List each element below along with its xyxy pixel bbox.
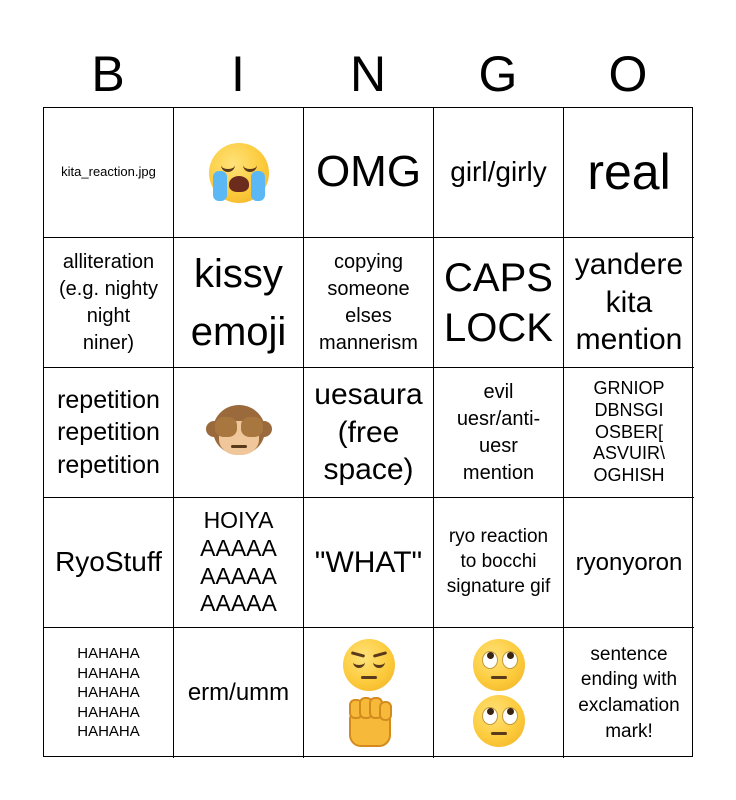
bingo-cell-n3[interactable]: uesaura (free space): [304, 368, 434, 498]
header-letter-o: O: [608, 46, 648, 102]
bingo-header: [43, 40, 693, 108]
bingo-cell-o5[interactable]: sentence ending with exclamation mark!: [578, 643, 680, 742]
header-letter-n: N: [349, 46, 387, 102]
raised-fist-icon: [345, 695, 393, 747]
bingo-cell-g5[interactable]: [434, 628, 564, 758]
bingo-cell-o2[interactable]: yandere kita mention: [564, 238, 694, 368]
face-with-rolling-eyes-icon: [473, 695, 525, 747]
bingo-cell-b5[interactable]: HAHAHA HAHAHA HAHAHA HAHAHA HAHAHA: [44, 628, 174, 758]
header-letter-g: G: [478, 46, 518, 102]
bingo-cell-n5[interactable]: [304, 628, 434, 758]
bingo-cell-g4[interactable]: ryo reaction to bocchi signature gif: [434, 498, 564, 628]
header-letter-i: I: [231, 46, 245, 102]
bingo-cell-i4[interactable]: HOIYA AAAAA AAAAA AAAAA: [174, 498, 304, 628]
bingo-board: [43, 107, 693, 757]
bingo-cell-i2[interactable]: kissy emoji: [174, 238, 304, 368]
bingo-cell-n1[interactable]: OMG: [304, 108, 434, 238]
bingo-cell-g1[interactable]: girl/girly: [434, 108, 564, 238]
bingo-cell-o3[interactable]: GRNIOP DBNSGI OSBER[ ASVUIR\ OGHISH: [564, 368, 694, 498]
pensive-face-icon: [343, 639, 395, 691]
bingo-cell-n4[interactable]: "WHAT": [304, 498, 434, 628]
bingo-cell-b2[interactable]: alliteration (e.g. nighty night niner): [44, 238, 174, 368]
bingo-cell-o4[interactable]: ryonyoron: [564, 498, 694, 628]
bingo-cell-b1[interactable]: kita_reaction.jpg: [44, 108, 174, 238]
bingo-cell-i5[interactable]: erm/umm: [174, 628, 304, 758]
bingo-cell-i3[interactable]: [174, 368, 304, 498]
see-no-evil-monkey-icon: [206, 405, 272, 461]
bingo-cell-g3[interactable]: evil uesr/anti- uesr mention: [434, 368, 564, 498]
bingo-cell-n2[interactable]: copying someone elses mannerism: [304, 238, 434, 368]
bingo-cell-i1[interactable]: [174, 108, 304, 238]
header-letter-b: B: [91, 46, 125, 102]
bingo-cell-b3[interactable]: repetition repetition repetition: [44, 368, 174, 498]
bingo-cell-o1[interactable]: real: [564, 108, 694, 238]
face-with-rolling-eyes-icon: [473, 639, 525, 691]
bingo-cell-b4[interactable]: RyoStuff: [44, 498, 174, 628]
bingo-cell-g2[interactable]: CAPS LOCK: [434, 238, 564, 368]
loudly-crying-face-icon: [209, 143, 269, 203]
